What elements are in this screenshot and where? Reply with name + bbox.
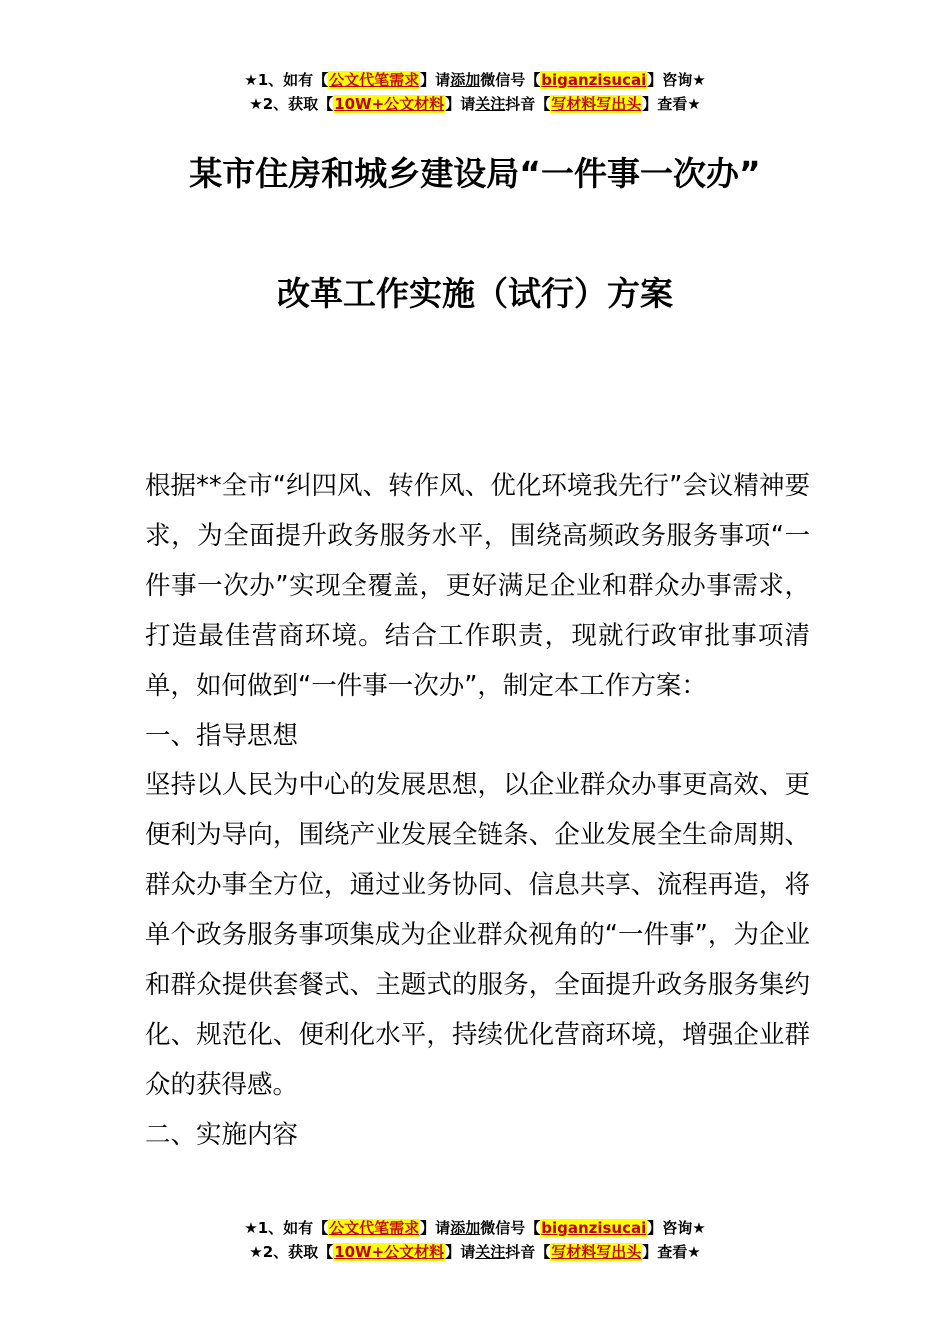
promo-underlined-text: 关注: [475, 1243, 506, 1261]
promo-text: 】查看★: [642, 1243, 701, 1261]
highlight-ghostwriting: 公文代笔需求: [329, 1219, 420, 1237]
promo-underlined-text: 关注: [475, 95, 506, 113]
highlight-ghostwriting: 公文代笔需求: [329, 71, 420, 89]
document-body: [145, 462, 810, 1161]
promo-text: 抖音【: [505, 95, 551, 113]
highlight-douyin-account: 写材料写出头: [551, 1243, 642, 1261]
promo-underlined-text: 添加: [450, 1219, 481, 1237]
footer-promo-banner: [0, 1216, 950, 1264]
promo-text: 】查看★: [642, 95, 701, 113]
promo-text: ★1、如有【: [244, 71, 329, 89]
promo-text: ★2、获取【: [249, 95, 334, 113]
promo-text: 抖音【: [505, 1243, 551, 1261]
promo-text: ★2、获取【: [249, 1243, 334, 1261]
promo-line-2: [0, 1240, 950, 1264]
promo-text: 】请: [420, 71, 451, 89]
header-promo-banner: [0, 68, 950, 116]
promo-text: 微信号【: [480, 71, 541, 89]
intro-paragraph: 根据**全市“纠四风、转作风、优化环境我先行”会议精神要求，为全面提升政务服务水平，围绕高频政务服务事项“一件事一次办”实现全覆盖，更好满足企业和群众办事需求，打造最佳营商环境。结合工作职责，现就行政审批事项清单，如何做到“一件事一次办”，制定本工作方案：: [145, 471, 810, 701]
promo-text: 微信号【: [480, 1219, 541, 1237]
promo-text: ★1、如有【: [244, 1219, 329, 1237]
promo-text: 】请: [445, 1243, 476, 1261]
guiding-ideology-paragraph: 坚持以人民为中心的发展思想，以企业群众办事更高效、更便利为导向，围绕产业发展全链条、企业发展全生命周期、群众办事全方位，通过业务协同、信息共享、流程再造，将单个政务服务事项集成为企业群众视角的“一件事”，为企业和群众提供套餐式、主题式的服务，全面提升政务服务集约化、规范化、便利化水平，持续优化营商环境，增强企业群众的获得感。: [145, 770, 810, 1100]
promo-text: 】咨询★: [647, 1219, 706, 1237]
highlight-materials: 10W+公文材料: [334, 1243, 445, 1261]
promo-line-1: [0, 1216, 950, 1240]
promo-underlined-text: 添加: [450, 71, 481, 89]
section-heading-implementation: 二、实施内容: [145, 1119, 299, 1150]
promo-line-1: [0, 68, 950, 92]
document-title-line-2: 改革工作实施（试行）方案: [277, 274, 673, 313]
highlight-douyin-account: 写材料写出头: [551, 95, 642, 113]
promo-text: 】请: [445, 95, 476, 113]
highlight-wechat-id: biganzisucai: [541, 71, 647, 89]
promo-text: 】请: [420, 1219, 451, 1237]
section-heading-guiding-ideology: 一、指导思想: [145, 720, 299, 751]
highlight-materials: 10W+公文材料: [334, 95, 445, 113]
document-title-line-1: 某市住房和城乡建设局“一件事一次办”: [189, 154, 761, 193]
promo-line-2: [0, 92, 950, 116]
highlight-wechat-id: biganzisucai: [541, 1219, 647, 1237]
promo-text: 】咨询★: [647, 71, 706, 89]
